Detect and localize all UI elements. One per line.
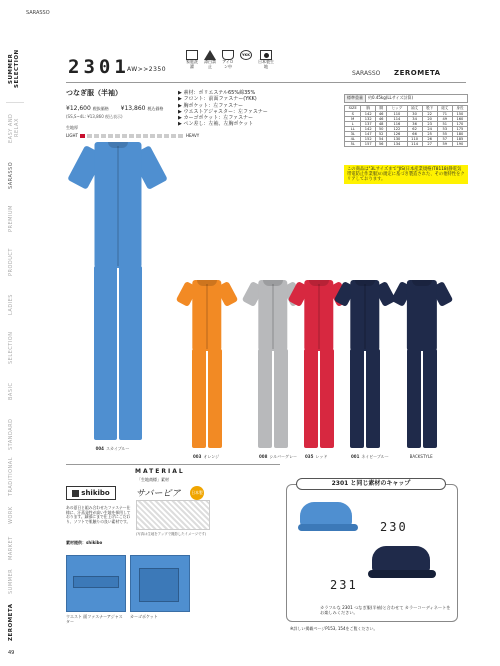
cap-230-brim xyxy=(298,524,358,531)
material-heading: MATERIAL xyxy=(135,468,185,475)
table-cell: 66 xyxy=(407,131,422,136)
care-label: 日本製生地 xyxy=(258,59,274,69)
rail-item-market[interactable]: MARKET xyxy=(8,536,14,560)
table-cell: 20 xyxy=(422,116,437,121)
detail2-caption: カーゴポケット xyxy=(130,614,158,619)
rail-item-selection[interactable]: SELECTION xyxy=(8,331,14,365)
zerometa-logo: ZEROMETA xyxy=(394,69,441,77)
table-header: 胴 xyxy=(376,105,387,111)
table-cell: S xyxy=(345,111,361,116)
spec-list xyxy=(178,90,328,128)
table-cell: 116 xyxy=(387,121,407,126)
detail-photo-waist xyxy=(66,555,126,612)
price-block xyxy=(66,105,163,112)
table-cell: 26 xyxy=(422,136,437,141)
table-cell: 30 xyxy=(407,111,422,116)
table-cell: 27 xyxy=(422,141,437,146)
care-label: 漂白禁止 xyxy=(204,59,216,69)
rail-item-standard[interactable]: STANDARD xyxy=(8,418,14,450)
color-name: スカイブルー xyxy=(105,446,130,451)
fabric-light-label: LIGHT xyxy=(66,133,78,138)
table-header: 身長 xyxy=(452,105,467,111)
fabric-heavy-label: HEAVY xyxy=(185,133,200,138)
material-description: あの夏日と組み合わせたファスナー仕様に、汗蒸発性が高い生地を採用しております。細部にまで仕上げにこだわり、ソフトで肌触りの良い素材です。 xyxy=(66,505,131,524)
cap-note: カラフルな 2301 つなぎ服(半袖)と合わせて カラーコーディネートをお楽しみください。 xyxy=(320,605,451,616)
table-cell: 132 xyxy=(361,116,376,121)
divider xyxy=(66,464,280,465)
made-in-japan-badge: 日本製 xyxy=(190,486,204,500)
table-cell: 59 xyxy=(437,141,452,146)
rail-item-ladies[interactable]: LADIES xyxy=(8,294,14,316)
table-cell: M xyxy=(345,116,361,121)
detail-photo-cargo xyxy=(130,555,190,612)
fabric-label: 生地厚 xyxy=(66,125,78,130)
page-number: 49 xyxy=(8,650,15,656)
table-cell: 4L xyxy=(345,136,361,141)
cap-reference: ※詳しい掲載ページP153, 154をご覧ください。 xyxy=(290,626,378,631)
table-cell: 46 xyxy=(376,116,387,121)
care-label: アイロン中 xyxy=(222,59,234,69)
color-caption xyxy=(193,454,219,460)
color-code: 035 xyxy=(305,454,314,459)
table-cell: 134 xyxy=(387,141,407,146)
table-cell: 36 xyxy=(407,121,422,126)
price-main-note: 税抜価格 xyxy=(92,106,109,111)
table-cell: 130 xyxy=(387,136,407,141)
table-cell: 160 xyxy=(452,116,467,121)
product-series: AW>>2350 xyxy=(127,66,167,73)
table-cell: 126 xyxy=(387,131,407,136)
color-caption xyxy=(351,454,389,460)
table-cell: 34 xyxy=(407,116,422,121)
color-code: 004 xyxy=(95,446,104,451)
shikibo-logo: shikibo xyxy=(66,486,116,500)
rail-item-premium[interactable]: PREMIUM xyxy=(8,205,14,233)
table-cell: 56 xyxy=(376,141,387,146)
rail-item-product[interactable]: PRODUCT xyxy=(8,248,14,276)
fabric-meter xyxy=(66,134,199,139)
rail-item-basic[interactable]: BASIC xyxy=(8,382,14,400)
rail-item-work[interactable]: WORK xyxy=(8,506,14,524)
care-label: 家庭洗濯 xyxy=(186,59,198,69)
table-cell: 180 xyxy=(452,131,467,136)
table-cell: 48 xyxy=(376,121,387,126)
price-sub-note: 税込価格 xyxy=(147,106,164,111)
cap-231 xyxy=(372,546,430,572)
table-header: SIZE xyxy=(345,105,361,111)
table-cell: 50 xyxy=(376,126,387,131)
fabric-zoom-image xyxy=(136,500,210,530)
color-caption xyxy=(408,454,433,459)
spec-item: ▶ フロント：前面ファスナー(YKK) xyxy=(178,96,257,103)
material-brand-label: 「生地商標」素材 xyxy=(137,477,169,482)
rail-item-zerometa[interactable]: ZEROMETA xyxy=(8,603,14,642)
coverall-backstyle xyxy=(386,280,458,450)
size-table-block xyxy=(344,94,468,147)
jis-notice: この商品は"3Lサイズまで"JIS(日本産業規格)T8118(静電気帯電防止作業服)の規定に基づき製造された、その他特性をクリアしております。 xyxy=(344,165,468,184)
color-caption xyxy=(259,454,297,460)
table-cell: 62 xyxy=(407,126,422,131)
table-cell: 22 xyxy=(422,111,437,116)
color-name: シルバーグレー xyxy=(269,454,297,459)
table-cell: 147 xyxy=(361,131,376,136)
japan-flag-icon xyxy=(260,50,272,60)
rail-item-summer-selection[interactable]: SUMMER SELECTION xyxy=(8,40,22,98)
price-sub: ¥13,860 xyxy=(120,105,146,112)
table-cell: 114 xyxy=(407,141,422,146)
table-header: 総丈 xyxy=(437,105,452,111)
product-name: つなぎ服（半袖） xyxy=(66,89,122,97)
cap-230-code: 230 xyxy=(380,520,408,534)
color-name: レッド xyxy=(315,454,328,459)
color-code: 003 xyxy=(193,454,202,459)
table-cell: 170 xyxy=(452,121,467,126)
table-cell: L xyxy=(345,121,361,126)
color-name: BACKSTYLE xyxy=(409,454,433,459)
detail1-caption: ウエスト 面ファスナーアジャスター xyxy=(66,614,123,624)
spec-item: ▶ 素材：ポリエステル65%綿35% xyxy=(178,90,256,96)
table-cell: 53 xyxy=(437,126,452,131)
rail-item-summer[interactable]: SUMMER xyxy=(8,568,14,594)
table-cell: 137 xyxy=(361,121,376,126)
cap-230 xyxy=(300,502,352,526)
table-cell: 51 xyxy=(437,121,452,126)
table-cell: 114 xyxy=(387,116,407,121)
table-header: 袖丈 xyxy=(407,105,422,111)
cap-card-title: 2301 と同じ素材のキャップ xyxy=(296,478,446,490)
table-cell: 52 xyxy=(376,131,387,136)
table-cell: 25 xyxy=(422,131,437,136)
rail-item-traditional[interactable]: TRADITIONAL xyxy=(8,457,14,496)
table-row xyxy=(345,141,468,146)
spec-item: ▶ カーゴポケット：左ファスナー xyxy=(178,115,253,121)
table-cell: 110 xyxy=(407,136,422,141)
table-cell: 23 xyxy=(422,121,437,126)
spec-item: ▶ 胸ポケット：左ファスナー xyxy=(178,102,243,109)
table-cell: 57 xyxy=(437,136,452,141)
table-cell: 142 xyxy=(361,111,376,116)
color-code: 001 xyxy=(351,454,360,459)
coverall-003 xyxy=(172,280,242,450)
table-cell: 122 xyxy=(387,126,407,131)
table-cell: 46 xyxy=(376,111,387,116)
rail-item-sarasso[interactable]: SARASSO xyxy=(8,161,14,189)
material-maker: 素材提供：shikibo xyxy=(66,540,103,545)
table-cell: 3L xyxy=(345,131,361,136)
color-name: ネイビーブルー xyxy=(361,454,389,459)
table-cell: 24 xyxy=(422,126,437,131)
spec-item: ▶ ペン差し：左袖、左胸ポケット xyxy=(178,121,254,128)
cap-231-code: 231 xyxy=(330,578,358,592)
table-cell: 190 xyxy=(452,141,467,146)
table-header: ヒップ xyxy=(387,105,407,111)
price-main: ¥12,600 xyxy=(66,105,91,112)
fabric-zoom-caption: (写真は生地をアップで撮影したイメージです) xyxy=(136,532,207,536)
table-cell: 157 xyxy=(361,141,376,146)
color-caption xyxy=(305,454,327,460)
table-cell: 110 xyxy=(387,111,407,116)
ykk-icon: YKK xyxy=(240,50,252,60)
table-cell: 185 xyxy=(452,136,467,141)
side-navigation xyxy=(6,40,24,642)
fabric-scale xyxy=(80,134,184,138)
product-number: 2301 xyxy=(68,56,130,78)
color-code: 008 xyxy=(259,454,268,459)
size-table xyxy=(344,105,468,147)
sarasso-logo: SARASSO xyxy=(352,70,381,77)
table-header: 股下 xyxy=(422,105,437,111)
table-cell: 54 xyxy=(376,136,387,141)
table-cell: 175 xyxy=(452,126,467,131)
table-cell: 5L xyxy=(345,141,361,146)
cap-231-brim xyxy=(368,570,436,578)
spec-item: ▶ ウエストアジャスター：左ファスナー xyxy=(178,108,268,115)
table-cell: 152 xyxy=(361,136,376,141)
table-header: 胸 xyxy=(361,105,376,111)
shikibo-mark-icon xyxy=(72,490,79,497)
divider xyxy=(66,82,466,83)
fabric-name: サバービア xyxy=(136,489,181,499)
table-cell: 55 xyxy=(437,131,452,136)
table-cell: 49 xyxy=(437,116,452,121)
rail-item-easy[interactable]: EASY AND RELAX xyxy=(8,113,20,143)
color-name: オレンジ xyxy=(203,454,220,459)
header-brand: SARASSO xyxy=(26,10,50,16)
table-cell: 150 xyxy=(452,111,467,116)
table-cell: 142 xyxy=(361,126,376,131)
care-label xyxy=(239,60,253,65)
size-note: (SS,S~4L: ¥13,860 税込表示) xyxy=(66,114,123,119)
coverall-004 xyxy=(62,142,174,442)
table-cell: LL xyxy=(345,126,361,131)
weight-title: 標準重量 xyxy=(345,95,366,102)
color-caption xyxy=(96,446,130,452)
weight-value: 約0.45kg(LLサイズ計算) xyxy=(368,95,414,100)
care-icons xyxy=(185,50,275,70)
table-cell: 71 xyxy=(437,111,452,116)
